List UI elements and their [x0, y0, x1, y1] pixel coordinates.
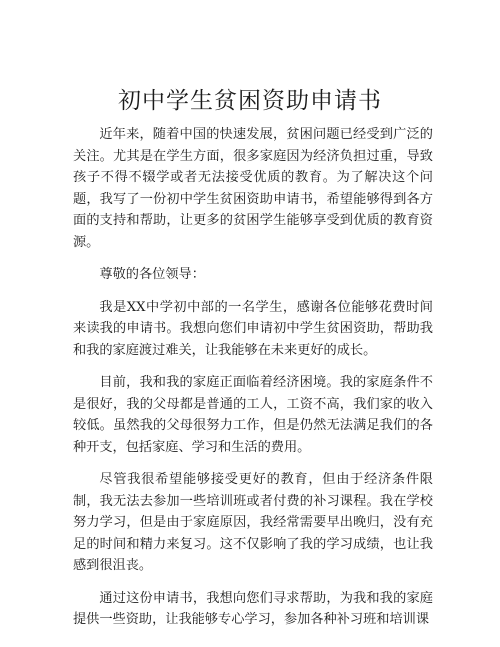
- document-body: [73, 124, 433, 631]
- paragraph-intro: 近年来，随着中国的快速发展，贫困问题已经受到广泛的关注。尤其是在学生方面，很多家庭因为经济负担过重，导致孩子不得不辍学或者无法接受优质的教育。为了解决这个问题，我写了一份初中学生贫困资助申请书，希望能够得到各方面的支持和帮助，让更多的贫困学生能够享受到优质的教育资源。: [73, 127, 433, 250]
- paragraph-request: 通过这份申请书，我想向您们寻求帮助，为我和我的家庭提供一些资助，让我能够专心学习，参加各种补习班和培训课: [73, 590, 433, 627]
- paragraph-salutation: 尊敬的各位领导：: [99, 267, 205, 282]
- paragraph-study-difficulty: 尽管我很希望能够接受更好的教育，但由于经济条件限制，我无法去参加一些培训班或者付费的补习课程。我在学校努力学习，但是由于家庭原因，我经常需要早出晚归，没有充足的时间和精力来复习。这不仅影响了我的学习成绩，也让我感到很沮丧。: [73, 472, 433, 573]
- document-title: 初中学生贫困资助申请书: [118, 88, 382, 114]
- paragraph-self-introduction: 我是XX中学初中部的一名学生，感谢各位能够花费时间来读我的申请书。我想向您们申请初中学生贫困资助，帮助我和我的家庭渡过难关，让我能够在未来更好的成长。: [73, 299, 433, 358]
- paragraph-family-situation: 目前，我和我的家庭正面临着经济困境。我的家庭条件不是很好，我的父母都是普通的工人，工资不高，我们家的收入较低。虽然我的父母很努力工作，但是仍然无法满足我们的各种开支，包括家庭、学习和生活的费用。: [73, 375, 433, 455]
